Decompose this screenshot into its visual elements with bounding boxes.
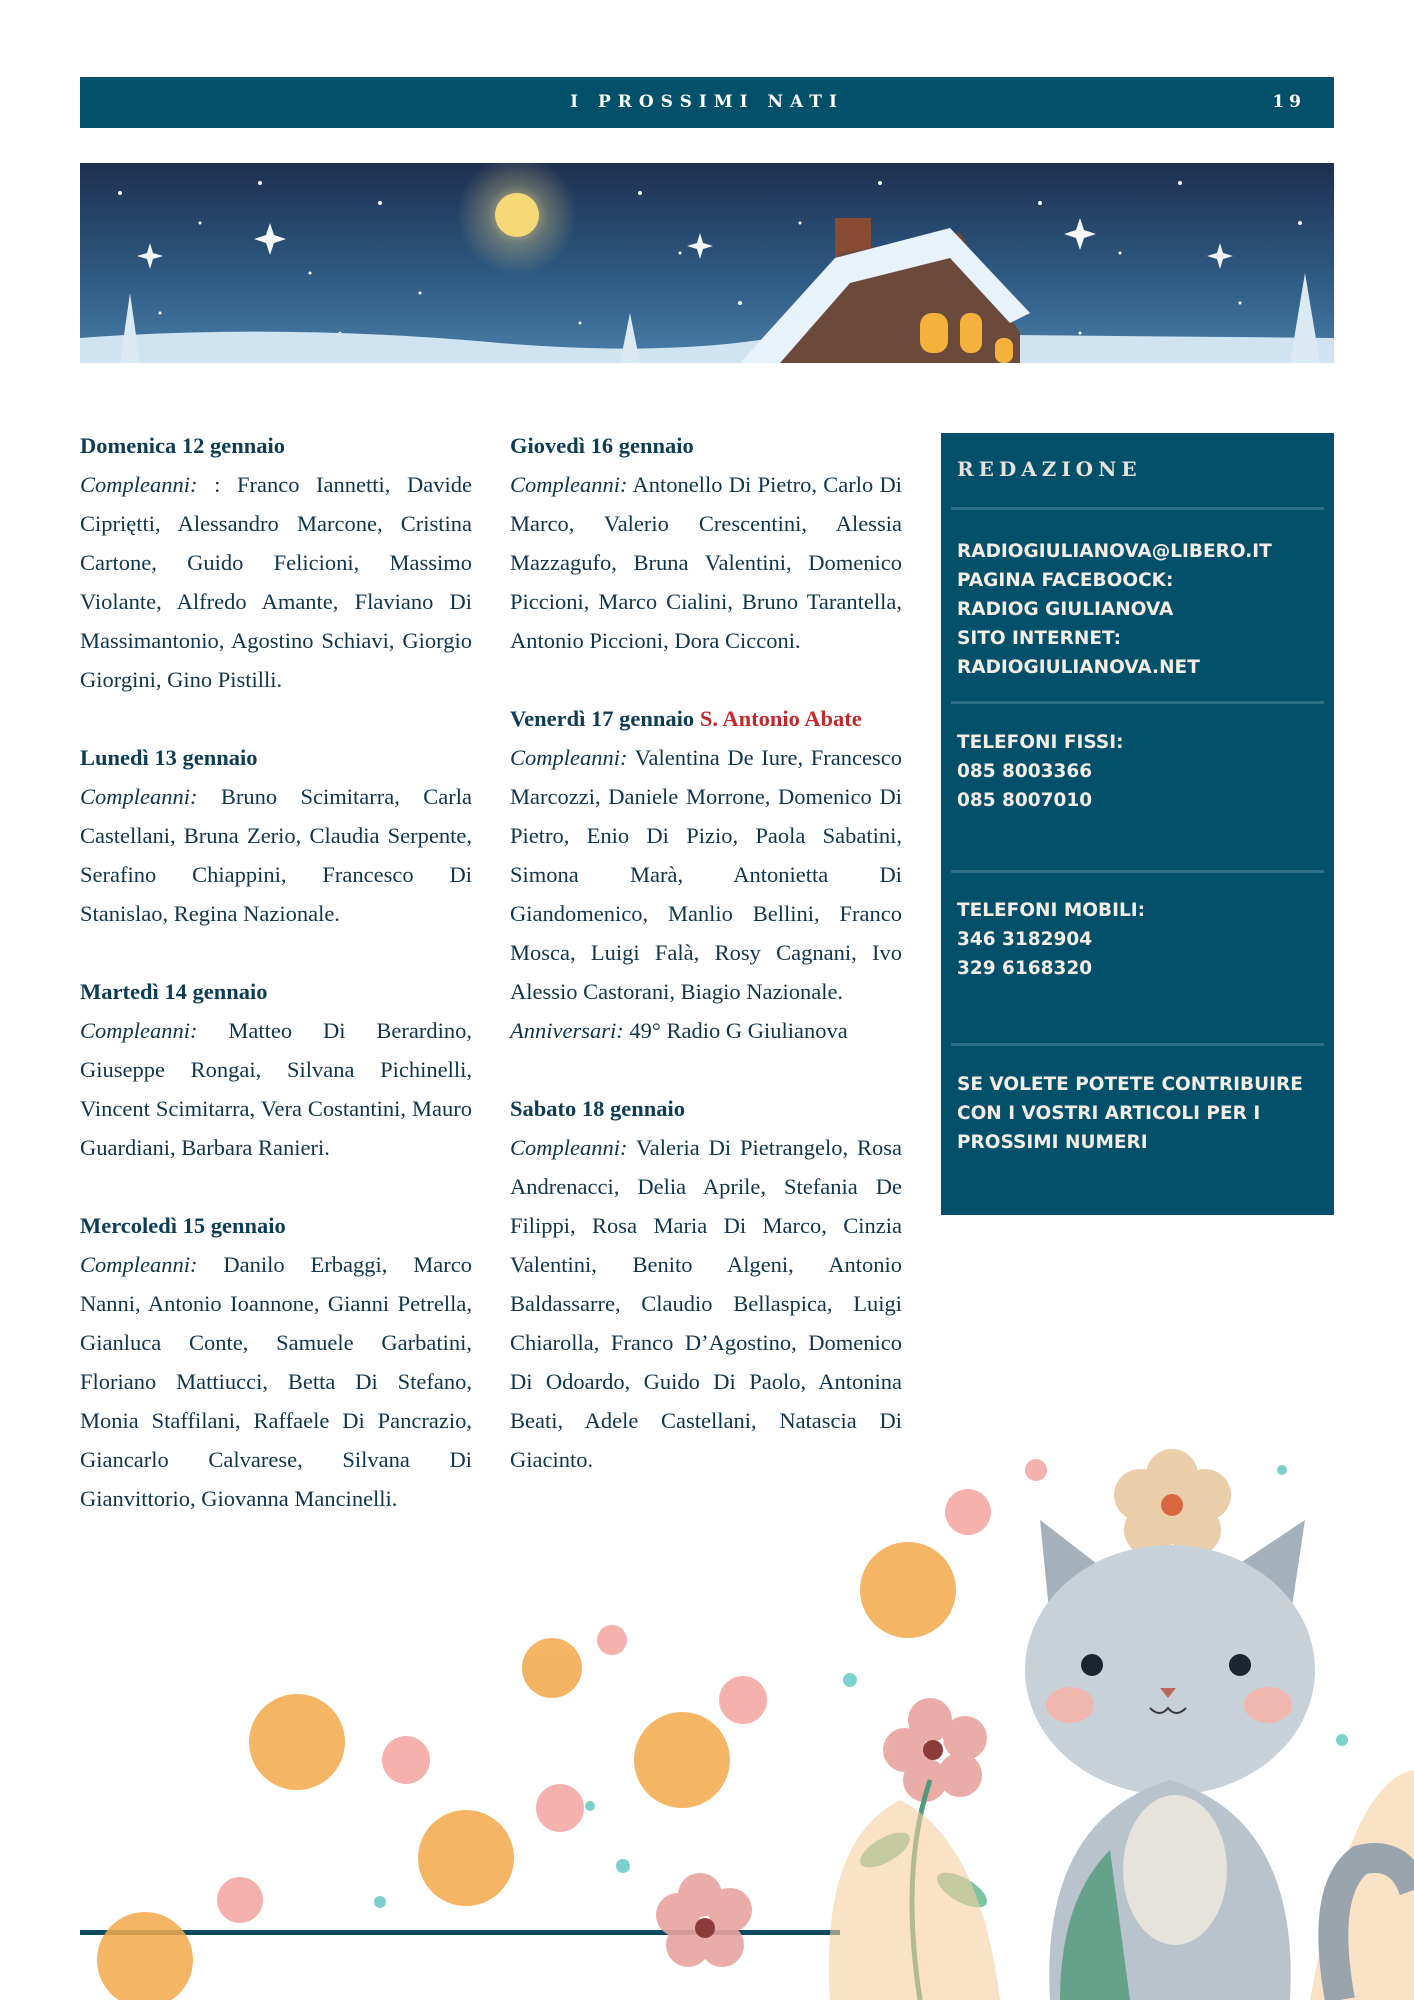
day-body	[510, 738, 902, 1011]
day-body	[80, 1011, 472, 1167]
facebook-page[interactable]: RADIOG GIULIANOVA	[957, 599, 1174, 620]
birthdays-label: Compleanni:	[80, 1252, 198, 1277]
birthdays-label: Compleanni:	[80, 472, 198, 497]
page-number: 19	[1272, 92, 1306, 112]
landline-block	[957, 728, 1317, 815]
day-heading: Mercoledì 15 gennaio	[80, 1213, 286, 1238]
winter-night-banner	[80, 163, 1334, 363]
birthday-names: Valeria Di Pietrangelo, Rosa Andrenacci, Delia Aprile, Stefania De Filippi, Rosa Maria Di Marco, Cinzia Valentini, Benito Algeni, Antonio Baldassarre, Claudio Bellaspica, Luigi Chiarolla, Franco D’Agostino, Domenico Di Odoardo, Guido Di Paolo, Antonina Beati, Adele Castellani, Natascia Di Giacinto.	[510, 1135, 902, 1472]
section-title: I PROSSIMI NATI	[570, 92, 844, 112]
day-entry	[510, 426, 902, 660]
birthdays-label: Compleanni:	[80, 1018, 198, 1043]
landline-number: 085 8007010	[957, 790, 1093, 811]
day-entry	[510, 699, 902, 1050]
birthdays-label: Compleanni:	[510, 1135, 628, 1160]
email-link[interactable]: RADIOGIULIANOVA@LIBERO.IT	[957, 541, 1272, 562]
mobile-block	[957, 896, 1317, 983]
contribute-line: SE VOLETE POTETE CONTRIBUIRE	[957, 1074, 1303, 1095]
day-heading: Martedì 14 gennaio	[80, 979, 268, 1004]
birthdays-label: Compleanni:	[510, 745, 628, 770]
birthday-names: Antonello Di Pietro, Carlo Di Marco, Valerio Crescentini, Alessia Mazzagufo, Bruna Valentini, Domenico Piccioni, Marco Cialini, Bruno Tarantella, Antonio Piccioni, Dora Cicconi.	[510, 472, 902, 653]
births-column-middle	[510, 426, 902, 1518]
editorial-sidebar	[941, 433, 1334, 1215]
day-heading: Lunedì 13 gennaio	[80, 745, 258, 770]
day-heading: Venerdì 17 gennaio	[510, 706, 695, 731]
saint-name: S. Antonio Abate	[699, 706, 862, 731]
birthday-names: Danilo Erbaggi, Marco Nanni, Antonio Ioannone, Gianni Petrella, Gianluca Conte, Samuele Garbatini, Floriano Mattiucci, Betta Di Stefano, Monia Staffilani, Raffaele Di Pancrazio, Giancarlo Calvarese, Silvana Di Gianvittorio, Giovanna Mancinelli.	[80, 1252, 472, 1511]
landline-number: 085 8003366	[957, 761, 1093, 782]
day-entry	[80, 738, 472, 933]
website-label: SITO INTERNET:	[957, 628, 1121, 649]
birthdays-label: Compleanni:	[80, 784, 198, 809]
day-body	[80, 465, 472, 699]
watercolor-cat-illustration	[0, 1420, 1414, 2000]
divider	[951, 507, 1324, 510]
birthday-names: Matteo Di Berardino, Giuseppe Rongai, Silvana Pichinelli, Vincent Scimitarra, Vera Costantini, Mauro Guardiani, Barbara Ranieri.	[80, 1018, 472, 1160]
birthday-names: Valentina De Iure, Francesco Marcozzi, Daniele Morrone, Domenico Di Pietro, Enio Di Pizio, Paola Sabatini, Simona Marà, Antonietta Di Giandomenico, Manlio Bellini, Franco Mosca, Luigi Falà, Rosy Cagnani, Ivo Alessio Castorani, Biagio Nazionale.	[510, 745, 902, 1004]
divider	[951, 870, 1324, 873]
sidebar-title: REDAZIONE	[957, 457, 1142, 481]
contribute-block	[957, 1070, 1317, 1157]
header-bar	[80, 77, 1334, 128]
divider	[951, 1043, 1324, 1046]
anniversary-text: 49° Radio G Giulianova	[623, 1018, 848, 1043]
day-entry	[80, 972, 472, 1167]
mobile-label: TELEFONI MOBILI:	[957, 900, 1146, 921]
birthday-names: Bruno Scimitarra, Carla Castellani, Bruna Zerio, Claudia Serpente, Serafino Chiappini, Francesco Di Stanislao, Regina Nazionale.	[80, 784, 472, 926]
facebook-label: PAGINA FACEBOOCK:	[957, 570, 1174, 591]
day-entry	[80, 426, 472, 699]
day-heading: Sabato 18 gennaio	[510, 1096, 686, 1121]
anniversary-label: Anniversari:	[510, 1018, 624, 1043]
births-column-left	[80, 426, 472, 1557]
divider	[951, 701, 1324, 704]
day-body	[510, 465, 902, 660]
day-heading-row	[510, 699, 902, 738]
birthdays-label: Compleanni:	[510, 472, 628, 497]
contribute-line: PROSSIMI NUMERI	[957, 1132, 1148, 1153]
day-heading: Domenica 12 gennaio	[80, 433, 285, 458]
day-heading: Giovedì 16 gennaio	[510, 433, 694, 458]
mobile-number: 346 3182904	[957, 929, 1093, 950]
website-link[interactable]: RADIOGIULIANOVA.NET	[957, 657, 1200, 678]
landline-label: TELEFONI FISSI:	[957, 732, 1124, 753]
anniversary-line	[510, 1011, 902, 1050]
day-body	[80, 777, 472, 933]
contribute-line: CON I VOSTRI ARTICOLI PER I	[957, 1103, 1261, 1124]
mobile-number: 329 6168320	[957, 958, 1093, 979]
contact-block	[957, 537, 1317, 682]
birthday-names: : Franco Iannetti, Davide Cipriętti, Alessandro Marcone, Cristina Cartone, Guido Felicioni, Massimo Violante, Alfredo Amante, Flaviano Di Massimantonio, Agostino Schiavi, Giorgio Giorgini, Gino Pistilli.	[80, 472, 472, 692]
